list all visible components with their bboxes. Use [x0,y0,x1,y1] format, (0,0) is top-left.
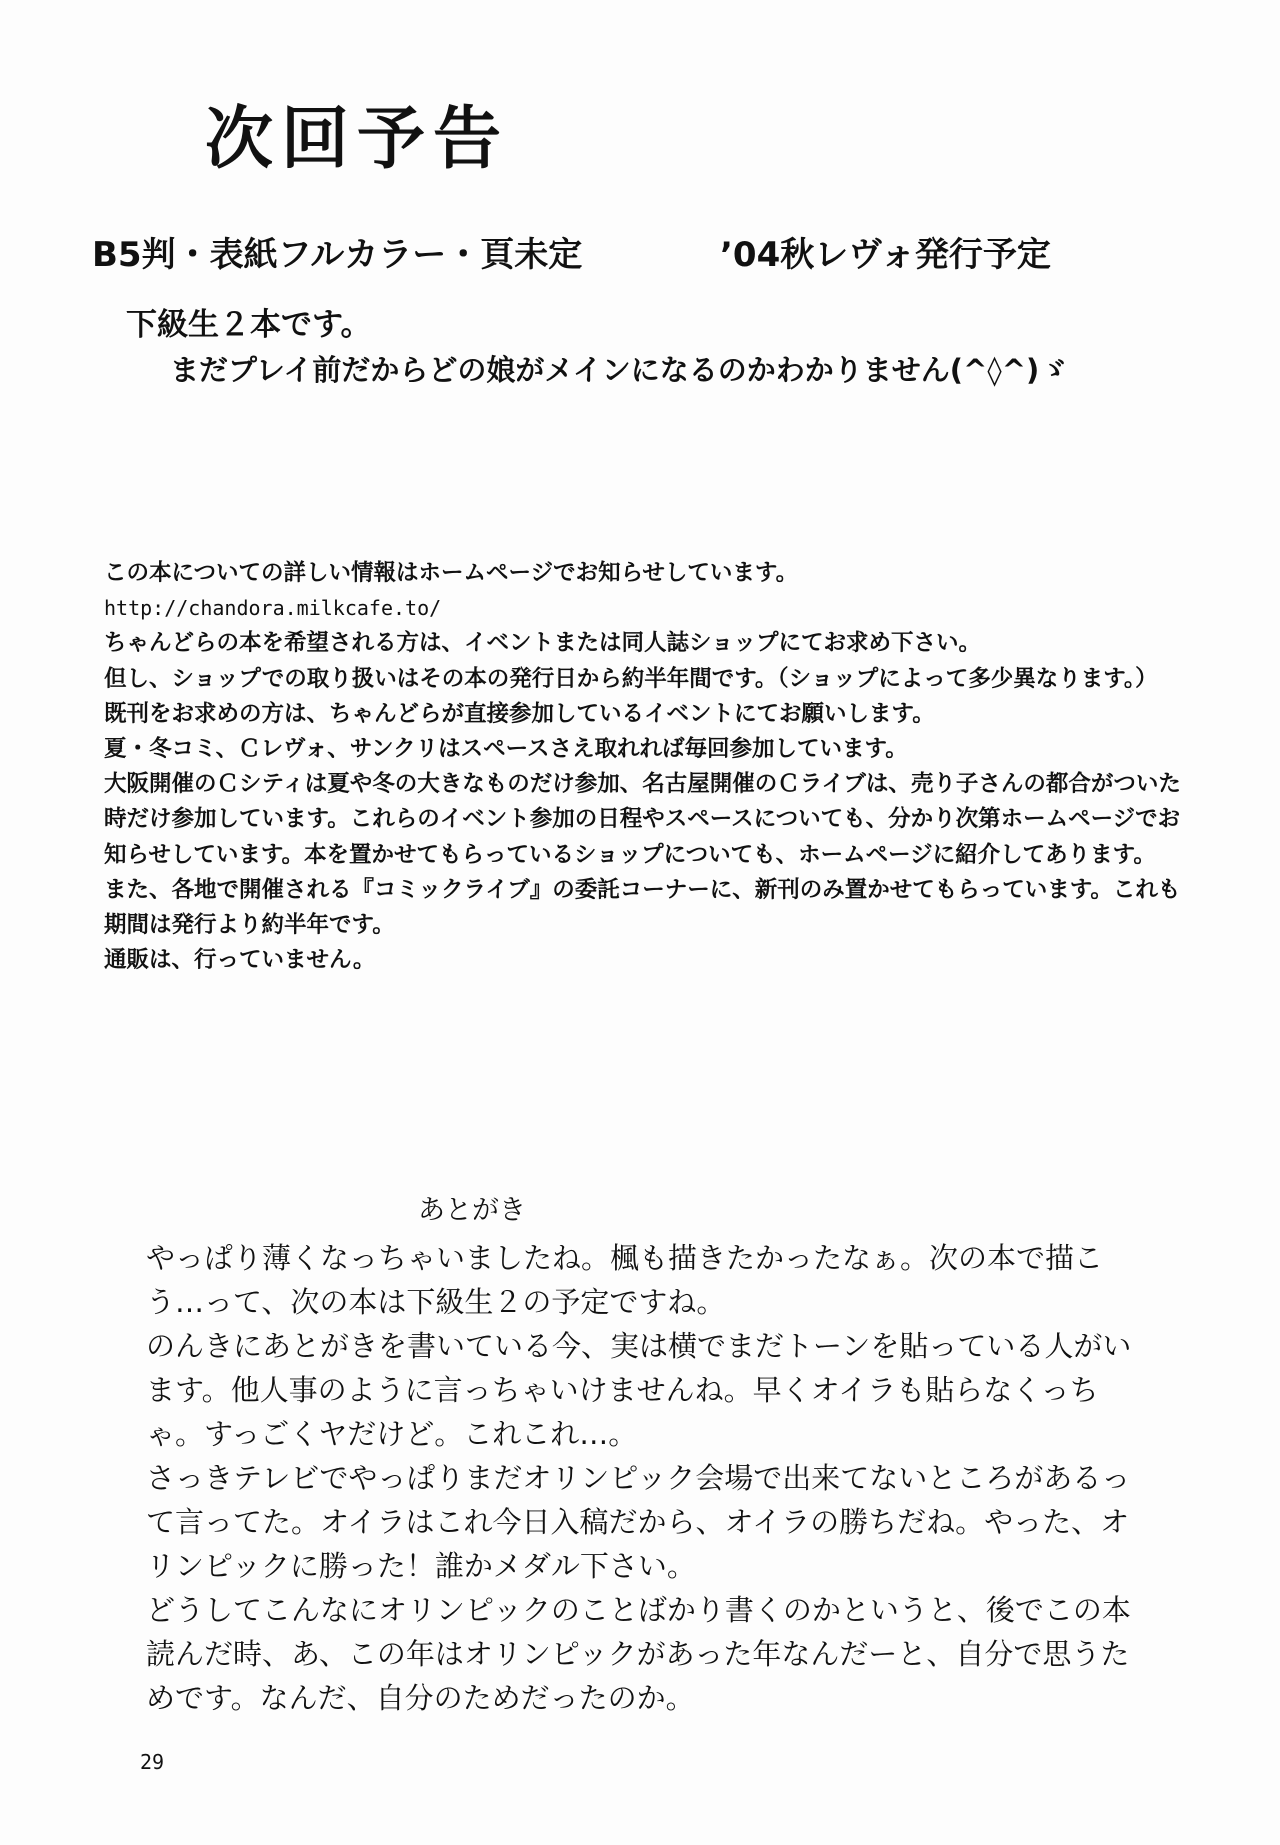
info-line: 夏・冬コミ、Ｃレヴォ、サンクリはスペースさえ取れれば毎回参加しています。 [104,736,908,763]
info-line: 既刊をお求めの方は、ちゃんどらが直接参加しているイベントにてお願いします。 [104,700,935,727]
info-section [104,556,1194,978]
afterword-paragraph: のんきにあとがきを書いている今、実は横でまだトーンを貼っている人がいます。他人事のように言っちゃいけませんね。早くオイラも貼らなくっちゃ。すっごくヤだけど。これこれ…。 [146,1329,1132,1451]
page-title: 次回予告 [205,100,510,179]
afterword-paragraph: どうしてこんなにオリンピックのことばかり書くのかというと、後でこの本読んだ時、あ、この年はオリンピックがあった年なんだーと、自分で思うためです。なんだ、自分のためだったのか。 [146,1593,1131,1715]
info-line: ちゃんどらの本を希望される方は、イベントまたは同人誌ショップにてお求め下さい。 [104,630,982,657]
info-line: 通販は、行っていません。 [104,947,376,974]
release-schedule: ’04秋レヴォ発行予定 [720,235,1051,275]
info-line: 大阪開催のＣシティは夏や冬の大きなものだけ参加、名古屋開催のＣライブは、売り子さんの都合がついた時だけ参加しています。これらのイベント参加の日程やスペースについても、分かり次第ホームページでお知らせしています。本を置かせてもらっているショップについても、ホームページに紹介してあります。 [104,771,1181,868]
homepage-url: http://chandora.milkcafe.to/ [104,596,442,621]
afterword-body [146,1236,1146,1720]
page-number: 29 [140,1750,165,1774]
afterword-paragraph: やっぱり薄くなっちゃいましたね。楓も描きたかったなぁ。次の本で描こう…って、次の本は下級生２の予定ですね。 [146,1241,1104,1319]
info-line: 但し、ショップでの取り扱いはその本の発行日から約半年間です。（ショップによって多少異なります。） [104,665,1158,692]
info-line: この本についての詳しい情報はホームページでお知らせしています。 [104,560,799,586]
afterword-paragraph: さっきテレビでやっぱりまだオリンピック会場で出来てないところがあるって言ってた。オイラはこれ今日入稿だから、オイラの勝ちだね。やった、オリンピックに勝った！誰かメダル下さい。 [146,1461,1131,1583]
info-line: また、各地で開催される『コミックライブ』の委託コーナーに、新刊のみ置かせてもらっています。これも期間は発行より約半年です。 [104,876,1181,939]
next-issue-heading: 下級生２本です。 [126,307,372,343]
next-issue-description: まだプレイ前だからどの娘がメインになるのかわかりません(^◊^)ゞ [170,353,1069,387]
afterword-heading: あとがき [418,1195,526,1226]
format-spec: B5判・表紙フルカラー・頁未定 [92,235,583,275]
